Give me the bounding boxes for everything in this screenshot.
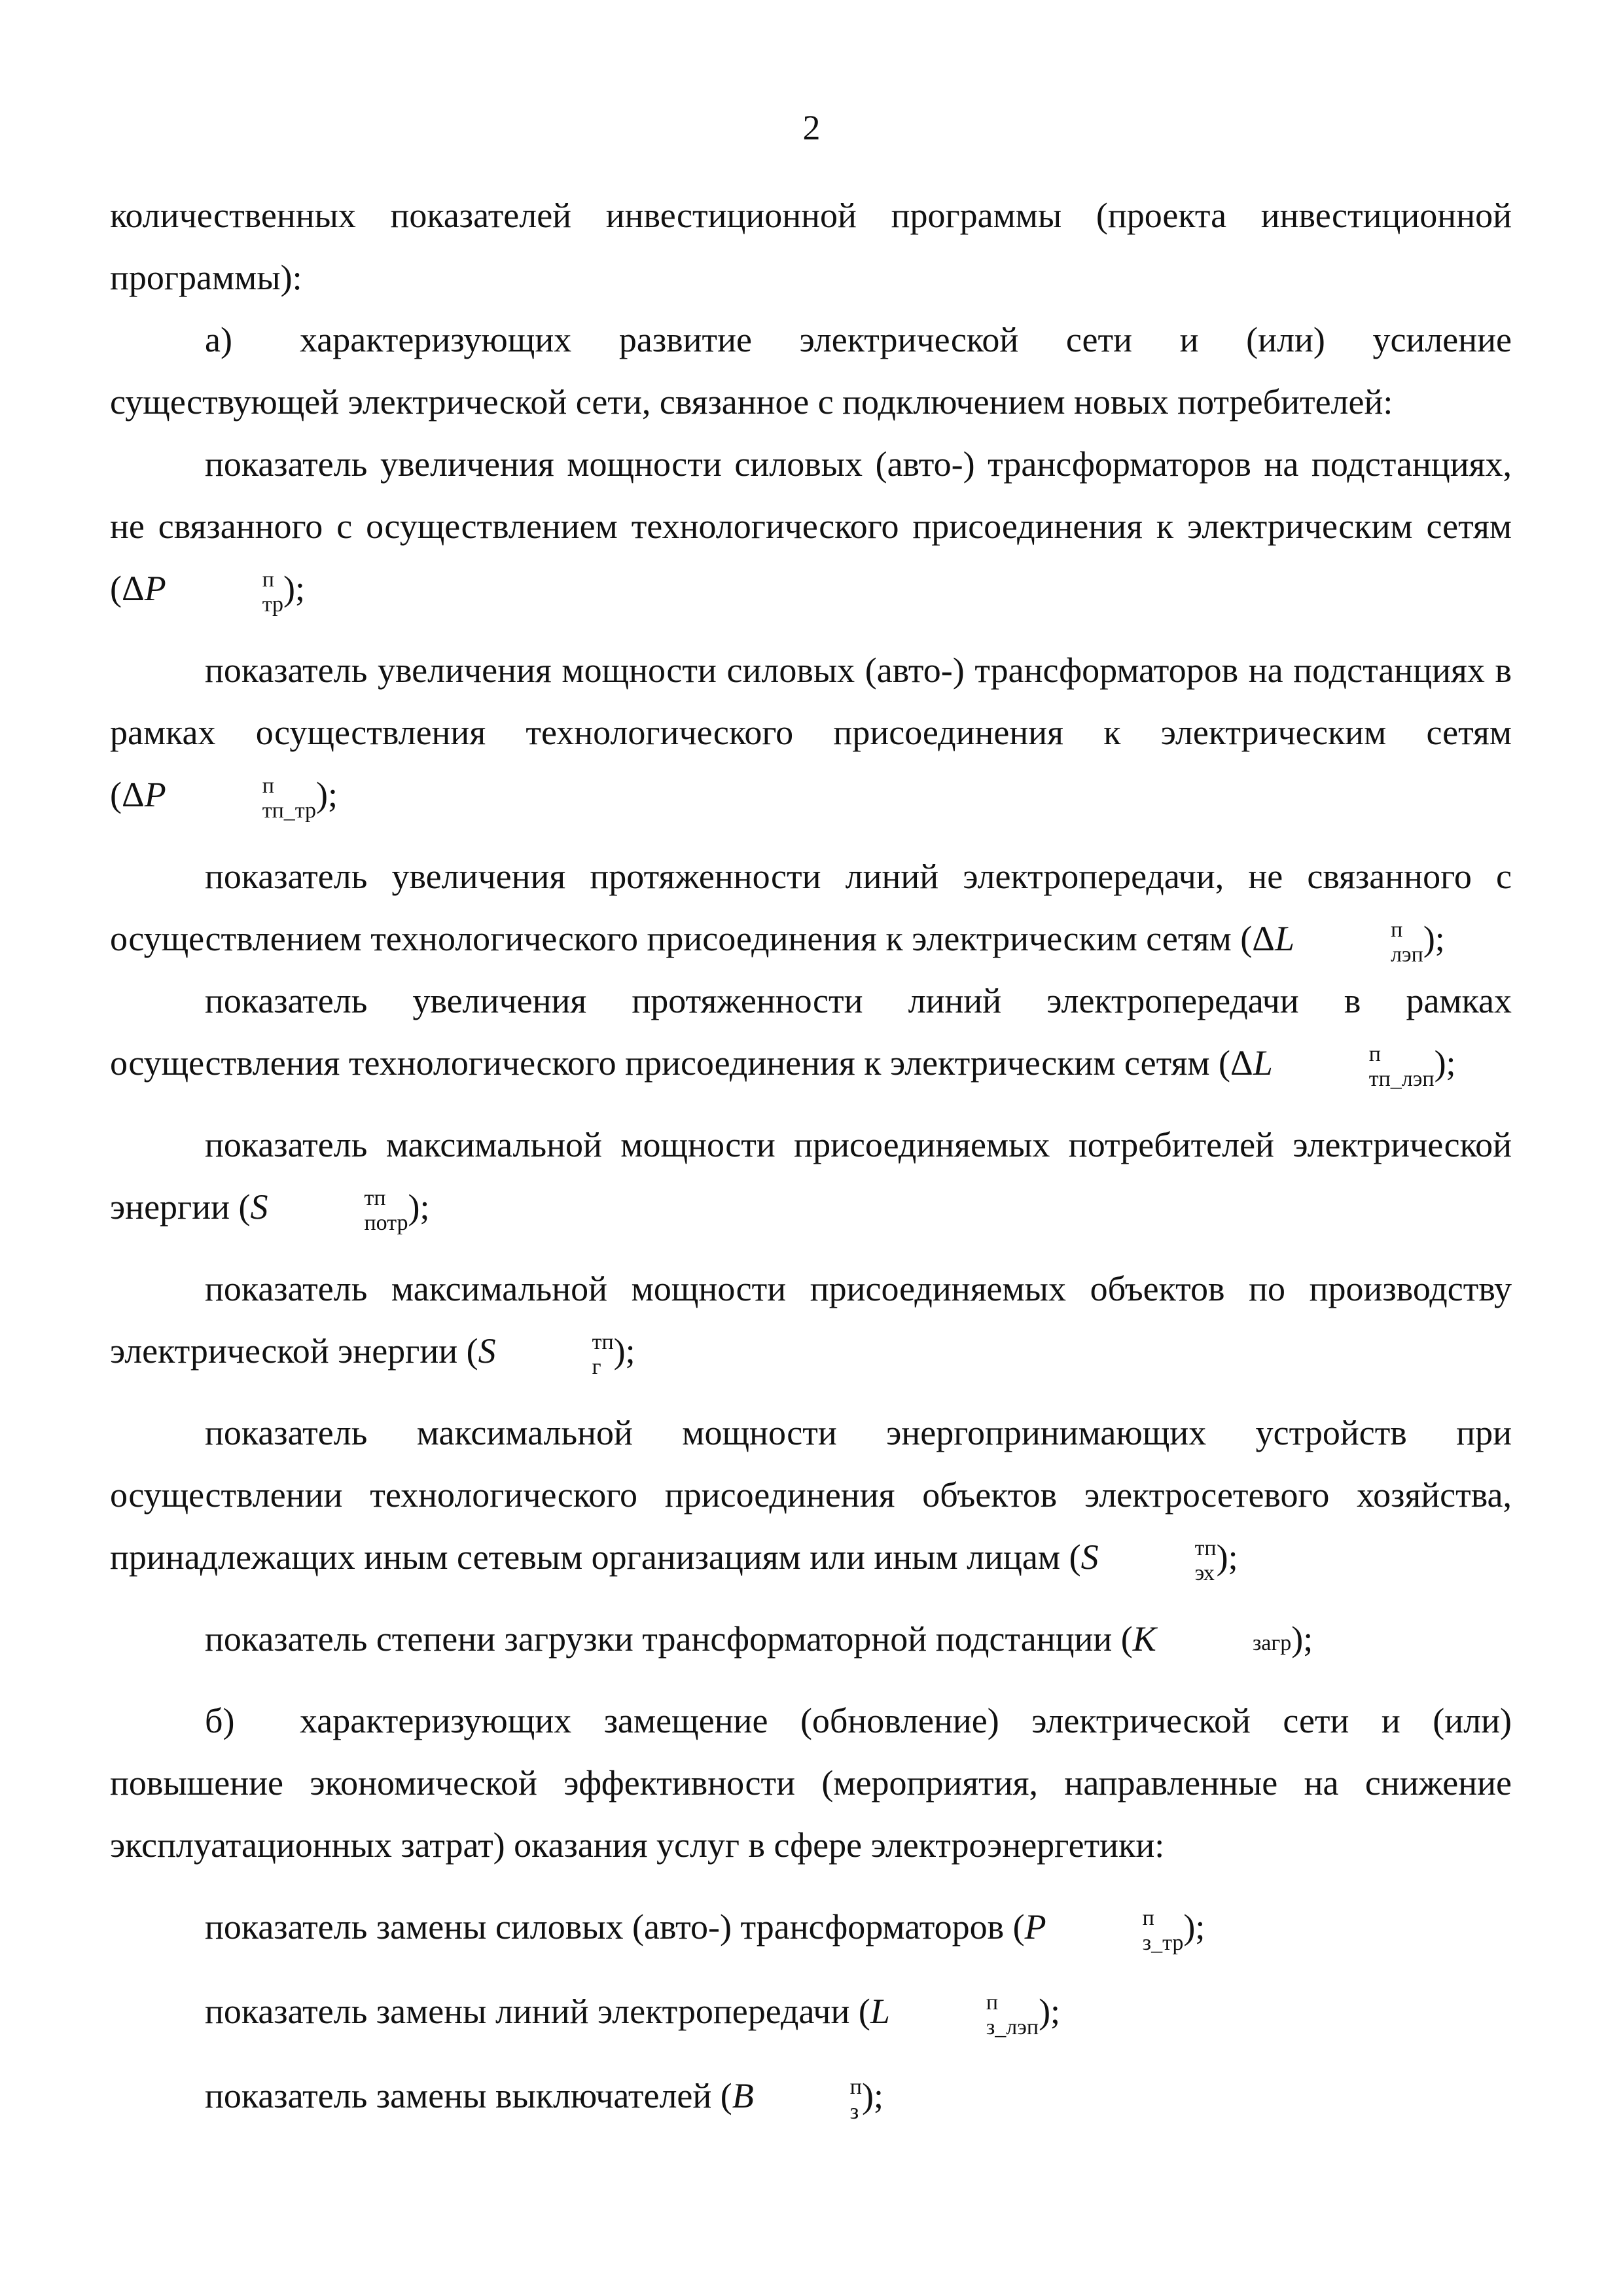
indicator-symbol: S тп г	[478, 1329, 614, 1379]
indicator-text: показатель увеличения протяженности линий электропередачи в рамках осуществления технологического присоединения к электрическим сетям (	[110, 981, 1512, 1083]
indicator-item: показатель замены силовых (авто-) трансформаторов (P п з_тр );	[205, 1905, 1205, 1955]
indicator-symbol: L п з_лэп	[870, 1990, 1039, 2039]
indicator-text: показатель степени загрузки трансформаторной подстанции (	[205, 1619, 1133, 1659]
indicator-item: показатель увеличения мощности силовых (авто-) трансформаторов на подстанциях, не связанного с осуществлением технологического присоединения к электрическим сетям (ΔP п тр );	[110, 444, 1512, 617]
indicator-item: показатель замены выключателей (B п з );	[205, 2074, 883, 2124]
indicator-item: показатель степени загрузки трансформаторной подстанции (K загр );	[205, 1619, 1313, 1659]
document-body	[110, 185, 1512, 2127]
intro-paragraph: количественных показателей инвестиционной программы (проекта инвестиционной программы):	[110, 196, 1512, 297]
indicator-symbol: P п з_тр	[1024, 1905, 1184, 1955]
page-number: 2	[802, 108, 821, 147]
section-b-text: характеризующих замещение (обновление) электрической сети и (или) повышение экономической эффективности (мероприятия, направленные на снижение эксплуатационных затрат) оказания услуг в сфере электроэнергетики:	[110, 1701, 1512, 1865]
section-a-marker: а)	[205, 320, 232, 359]
indicator-text: показатель максимальной мощности присоединяемых потребителей электрической энергии (	[110, 1125, 1512, 1227]
indicator-text: показатель увеличения мощности силовых (авто-) трансформаторов на подстанциях, не связанного с осуществлением технологического присоединения к электрическим сетям (	[110, 444, 1512, 608]
indicator-item: показатель замены линий электропередачи (L п з_лэп );	[205, 1990, 1061, 2039]
indicator-item: показатель максимальной мощности присоединяемых объектов по производству электрической энергии (S тп г );	[110, 1269, 1512, 1379]
indicator-text: показатель максимальной мощности присоединяемых объектов по производству электрической энергии (	[110, 1269, 1512, 1371]
indicator-symbol: K загр	[1132, 1619, 1292, 1659]
section-a-text: характеризующих развитие электрической сети и (или) усиление существующей электрической сети, связанное с подключением новых потребителей:	[110, 320, 1512, 422]
indicator-text: показатель замены силовых (авто-) трансформаторов (	[205, 1907, 1025, 1946]
indicator-text: показатель замены выключателей (	[205, 2076, 732, 2115]
section-b-marker: б)	[205, 1701, 235, 1740]
indicator-symbol: S тп потр	[250, 1185, 408, 1235]
indicator-item: показатель максимальной мощности присоединяемых потребителей электрической энергии (S тп потр );	[110, 1125, 1512, 1235]
section-b-paragraph	[110, 1690, 1512, 1876]
indicator-symbol: ΔP п тп_тр	[121, 773, 317, 823]
indicator-text: показатель замены линий электропередачи (	[205, 1992, 870, 2031]
indicator-symbol: ΔL п тп_лэп	[1230, 1041, 1435, 1091]
indicator-text: показатель увеличения мощности силовых (авто-) трансформаторов на подстанциях в рамках осуществления технологического присоединения к электрическим сетям (	[110, 651, 1512, 814]
section-a-paragraph	[110, 309, 1512, 433]
indicator-symbol: ΔP п тр	[121, 567, 283, 617]
indicator-symbol: B п з	[732, 2074, 862, 2124]
indicator-symbol: S тп эх	[1080, 1535, 1217, 1585]
indicator-text: показатель максимальной мощности энергопринимающих устройств при осуществлении технологического присоединения объектов электросетевого хозяйства, принадлежащих иным сетевым организациям или иным лицам (	[110, 1413, 1512, 1577]
indicator-symbol: ΔL п лэп	[1252, 917, 1423, 967]
indicator-item: показатель увеличения протяженности линий электропередачи, не связанного с осуществлением технологического присоединения к электрическим сетям (ΔL п лэп );	[110, 857, 1512, 967]
indicator-item: показатель увеличения протяженности линий электропередачи в рамках осуществления технологического присоединения к электрическим сетям (ΔL п тп_лэп );	[110, 981, 1512, 1091]
indicator-text: показатель увеличения протяженности линий электропередачи, не связанного с осуществлением технологического присоединения к электрическим сетям (	[110, 857, 1512, 958]
indicator-item: показатель увеличения мощности силовых (авто-) трансформаторов на подстанциях в рамках осуществления технологического присоединения к электрическим сетям (ΔP п тп_тр );	[110, 651, 1512, 823]
indicator-item: показатель максимальной мощности энергопринимающих устройств при осуществлении технологического присоединения объектов электросетевого хозяйства, принадлежащих иным сетевым организациям или иным лицам (S тп эх );	[110, 1413, 1512, 1585]
